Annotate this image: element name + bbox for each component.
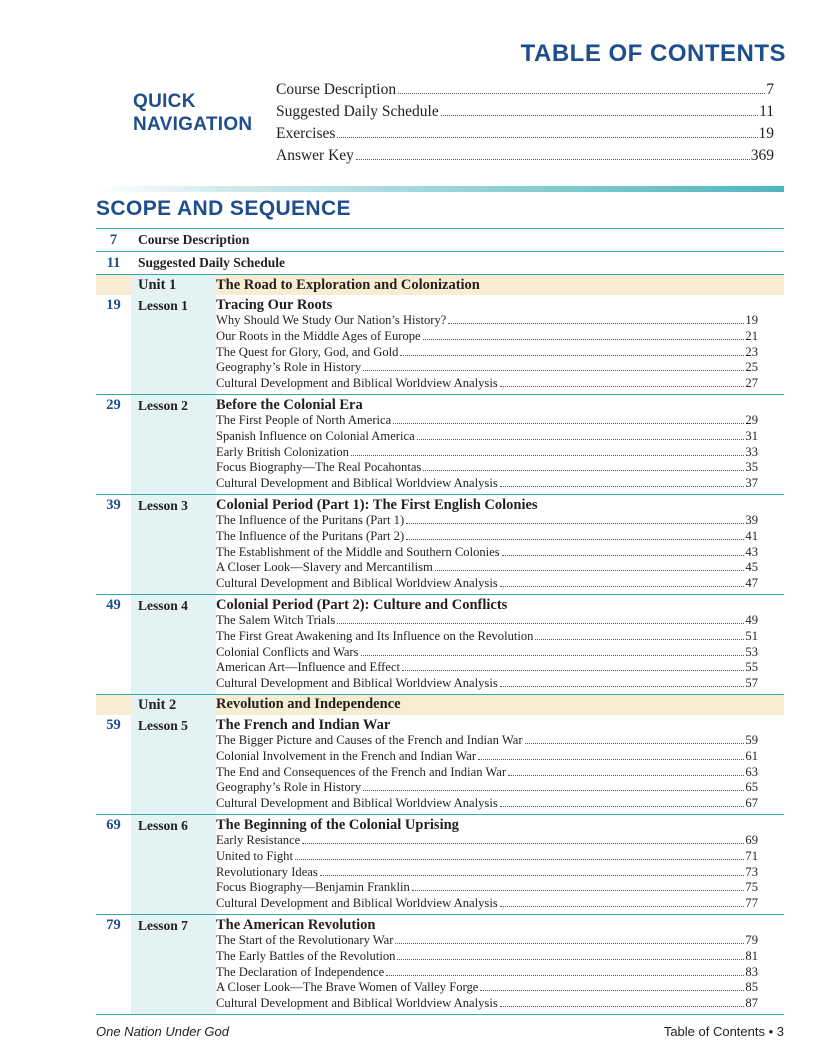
dot-leader (402, 670, 744, 671)
lesson-entry[interactable] (216, 780, 758, 796)
lesson-label: Lesson 2 (131, 395, 216, 494)
quick-nav-link[interactable] (276, 123, 774, 145)
lesson-title: Colonial Period (Part 1): The First English Colonies (216, 496, 538, 513)
dot-leader (398, 93, 765, 94)
entry-label: The End and Consequences of the French and Indian War (216, 764, 507, 779)
entry-page: 19 (745, 313, 758, 327)
lesson-entry[interactable] (216, 445, 758, 461)
quick-navigation-heading-line2: NAVIGATION (133, 114, 253, 135)
entry-label: A Closer Look—Slavery and Mercantilism (216, 560, 433, 575)
lesson-entry[interactable] (216, 996, 758, 1012)
lesson-content (216, 815, 784, 914)
lesson-page-number: 49 (106, 596, 121, 613)
entry-page: 25 (745, 360, 758, 375)
lesson-page-number: 69 (106, 816, 121, 833)
dot-leader (500, 486, 745, 487)
lesson-entry[interactable] (216, 313, 758, 329)
lesson-entry[interactable] (216, 749, 758, 765)
entry-page: 27 (745, 376, 758, 391)
dot-leader (435, 570, 745, 571)
dot-leader (500, 586, 745, 587)
dot-leader (337, 137, 757, 138)
entry-page: 87 (745, 996, 758, 1011)
entry-page: 57 (745, 676, 758, 691)
entry-label: Why Should We Study Our Nation’s History? (216, 313, 447, 327)
scope-and-sequence-title: SCOPE AND SEQUENCE (96, 197, 351, 220)
quick-navigation-heading (133, 90, 252, 136)
lesson-entry[interactable] (216, 849, 758, 865)
lesson-entry[interactable] (216, 733, 758, 749)
dot-leader (386, 975, 744, 976)
page-title: TABLE OF CONTENTS (520, 40, 786, 67)
entry-page: 49 (745, 612, 758, 627)
lesson-entry[interactable] (216, 529, 758, 545)
entry-page: 47 (745, 576, 758, 591)
entry-label: Geography’s Role in History (216, 780, 362, 795)
dot-leader (500, 906, 745, 907)
dot-leader (393, 423, 744, 424)
entry-label: Colonial Conflicts and Wars (216, 644, 359, 659)
quick-nav-page: 7 (766, 81, 774, 98)
dot-leader (423, 470, 744, 471)
quick-nav-label: Suggested Daily Schedule (276, 103, 439, 120)
entry-label: Early Resistance (216, 832, 301, 847)
lesson-entry[interactable] (216, 660, 758, 676)
quick-nav-page: 19 (758, 125, 774, 142)
dot-leader (412, 890, 745, 891)
section-divider (96, 186, 784, 192)
quick-nav-link[interactable] (276, 79, 774, 101)
lesson-entry[interactable] (216, 796, 758, 812)
quick-nav-page: 369 (750, 147, 774, 164)
entry-page: 29 (745, 412, 758, 427)
entry-label: Focus Biography—The Real Pocahontas (216, 460, 422, 475)
entry-page: 67 (745, 796, 758, 811)
entry-label: A Closer Look—The Brave Women of Valley Forge (216, 980, 479, 995)
entry-label: The Declaration of Independence (216, 964, 385, 979)
page-number: 11 (106, 254, 121, 271)
lesson-page-number: 19 (106, 297, 121, 313)
lesson-content (216, 395, 784, 494)
entry-page: 21 (745, 328, 758, 343)
lesson-title: Colonial Period (Part 2): Culture and Conflicts (216, 596, 508, 613)
entry-page: 43 (745, 544, 758, 559)
entry-page: 73 (745, 864, 758, 879)
dot-leader (441, 115, 758, 116)
dot-leader (502, 555, 745, 556)
lesson-entry[interactable] (216, 613, 758, 629)
dot-leader (500, 1006, 745, 1007)
entry-page: 55 (745, 660, 758, 675)
lesson-entry[interactable] (216, 460, 758, 476)
lesson-row (96, 715, 784, 815)
entry-page: 59 (745, 732, 758, 747)
entry-page: 69 (745, 832, 758, 847)
lesson-content (216, 715, 784, 814)
lesson-entry[interactable] (216, 933, 758, 949)
entry-page: 39 (745, 512, 758, 527)
entry-label: The First Great Awakening and Its Influence on the Revolution (216, 628, 534, 643)
entry-page: 81 (745, 948, 758, 963)
lesson-entry[interactable] (216, 965, 758, 981)
entry-label: Revolutionary Ideas (216, 864, 318, 879)
lesson-entry[interactable] (216, 765, 758, 781)
entry-label: Geography’s Role in History (216, 360, 362, 375)
dot-leader (417, 439, 745, 440)
entry-page: 45 (745, 560, 758, 575)
entry-label: Cultural Development and Biblical Worldview Analysis (216, 676, 498, 691)
lesson-entry[interactable] (216, 949, 758, 965)
entry-label: Colonial Involvement in the French and Indian War (216, 748, 477, 763)
lesson-content (216, 495, 784, 594)
entry-label: American Art—Influence and Effect (216, 660, 401, 675)
entry-label: The Establishment of the Middle and Southern Colonies (216, 544, 500, 559)
entry-page: 63 (745, 764, 758, 779)
lesson-page-number: 39 (106, 496, 121, 513)
unit-label: Unit 2 (131, 695, 216, 715)
dot-leader (508, 775, 744, 776)
lesson-title: Before the Colonial Era (216, 396, 363, 413)
lesson-content (216, 295, 784, 394)
footer-book-title: One Nation Under God (96, 1024, 229, 1039)
dot-leader (500, 806, 745, 807)
lesson-entry[interactable] (216, 345, 758, 361)
entry-label: The Influence of the Puritans (Part 2) (216, 528, 405, 543)
lesson-label: Lesson 7 (131, 915, 216, 1014)
entry-page: 85 (745, 980, 758, 995)
lesson-entry[interactable] (216, 645, 758, 661)
dot-leader (395, 943, 744, 944)
lesson-entry[interactable] (216, 360, 758, 376)
lesson-label: Lesson 1 (131, 295, 216, 394)
dot-leader (500, 386, 745, 387)
lesson-label: Lesson 5 (131, 715, 216, 814)
dot-leader (423, 339, 745, 340)
entry-label: The Influence of the Puritans (Part 1) (216, 512, 405, 527)
entry-label: The Start of the Revolutionary War (216, 932, 394, 947)
unit-title: The Road to Exploration and Colonization (216, 276, 480, 293)
entry-page: 79 (745, 932, 758, 947)
lesson-page-number: 59 (106, 716, 121, 733)
lesson-entry[interactable] (216, 476, 758, 492)
entry-label: The Salem Witch Trials (216, 612, 336, 627)
entry-label: Cultural Development and Biblical Worldview Analysis (216, 476, 498, 491)
dot-leader (525, 743, 745, 744)
entry-label: Cultural Development and Biblical Worldview Analysis (216, 996, 498, 1011)
dot-leader (400, 355, 744, 356)
dot-leader (320, 875, 745, 876)
entry-page: 53 (745, 644, 758, 659)
lesson-row (96, 915, 784, 1015)
lesson-row (96, 395, 784, 495)
dot-leader (363, 370, 744, 371)
lesson-row (96, 595, 784, 695)
entry-page: 65 (745, 780, 758, 795)
lesson-entry[interactable] (216, 545, 758, 561)
entry-label: Our Roots in the Middle Ages of Europe (216, 328, 421, 343)
entry-label: Spanish Influence on Colonial America (216, 428, 415, 443)
row-label: Suggested Daily Schedule (138, 255, 286, 270)
lesson-row (96, 295, 784, 395)
entry-label: Cultural Development and Biblical Worldview Analysis (216, 376, 498, 391)
dot-leader (397, 959, 744, 960)
quick-nav-link[interactable] (276, 101, 774, 123)
unit-label: Unit 1 (131, 275, 216, 295)
lesson-label: Lesson 4 (131, 595, 216, 694)
entry-label: Cultural Development and Biblical Worldview Analysis (216, 796, 498, 811)
entry-label: Early British Colonization (216, 444, 349, 459)
lesson-entry[interactable] (216, 560, 758, 576)
entry-label: Cultural Development and Biblical Worldview Analysis (216, 896, 498, 911)
quick-navigation-list (276, 79, 774, 167)
entry-page: 71 (745, 848, 758, 863)
entry-label: Cultural Development and Biblical Worldview Analysis (216, 576, 498, 591)
lesson-entry[interactable] (216, 833, 758, 849)
dot-leader (535, 639, 744, 640)
lesson-row (96, 815, 784, 915)
quick-navigation-heading-line1: QUICK (133, 91, 196, 112)
dot-leader (406, 539, 744, 540)
entry-page: 83 (745, 964, 758, 979)
lesson-entry[interactable] (216, 980, 758, 996)
entry-label: The Early Battles of the Revolution (216, 948, 396, 963)
entry-label: Focus Biography—Benjamin Franklin (216, 880, 410, 895)
entry-page: 37 (745, 476, 758, 491)
lesson-entry[interactable] (216, 629, 758, 645)
entry-page: 61 (745, 748, 758, 763)
entry-label: The Quest for Glory, God, and Gold (216, 344, 399, 359)
lesson-entry[interactable] (216, 376, 758, 392)
footer-page-label: Table of Contents • 3 (663, 1024, 784, 1039)
row-label: Course Description (138, 232, 250, 247)
quick-nav-page: 11 (759, 103, 774, 120)
dot-leader (361, 655, 745, 656)
dot-leader (295, 859, 744, 860)
lesson-entry[interactable] (216, 329, 758, 345)
entry-page: 35 (745, 460, 758, 475)
dot-leader (478, 759, 744, 760)
page-number: 7 (109, 231, 118, 248)
quick-nav-label: Exercises (276, 125, 336, 142)
lesson-label: Lesson 6 (131, 815, 216, 914)
lesson-title: Tracing Our Roots (216, 297, 333, 313)
entry-label: The Bigger Picture and Causes of the French and Indian War (216, 732, 523, 747)
lesson-entry[interactable] (216, 429, 758, 445)
entry-page: 31 (745, 428, 758, 443)
lesson-title: The Beginning of the Colonial Uprising (216, 816, 459, 833)
entry-label: United to Fight (216, 848, 293, 863)
dot-leader (356, 159, 750, 160)
toc-row[interactable] (96, 252, 784, 275)
entry-page: 75 (745, 880, 758, 895)
lesson-entry[interactable] (216, 865, 758, 881)
entry-page: 77 (745, 896, 758, 911)
dot-leader (302, 843, 744, 844)
lesson-page-number: 79 (106, 916, 121, 933)
dot-leader (363, 790, 744, 791)
dot-leader (406, 523, 744, 524)
unit-title: Revolution and Independence (216, 696, 401, 713)
lesson-entry[interactable] (216, 880, 758, 896)
lesson-content (216, 915, 784, 1014)
unit-header-row (96, 275, 784, 295)
entry-page: 41 (745, 528, 758, 543)
entry-label: The First People of North America (216, 412, 392, 427)
entry-page: 51 (745, 628, 758, 643)
lesson-title: The French and Indian War (216, 716, 391, 733)
lesson-page-number: 29 (106, 396, 121, 413)
lesson-title: The American Revolution (216, 916, 376, 933)
quick-nav-label: Answer Key (276, 147, 354, 164)
unit-header-row (96, 695, 784, 715)
lesson-entry[interactable] (216, 576, 758, 592)
toc-row[interactable] (96, 228, 784, 252)
quick-nav-link[interactable] (276, 145, 774, 167)
lesson-row (96, 495, 784, 595)
dot-leader (351, 455, 744, 456)
lesson-entry[interactable] (216, 676, 758, 692)
quick-nav-label: Course Description (276, 81, 397, 98)
entry-page: 33 (745, 444, 758, 459)
dot-leader (337, 623, 744, 624)
scope-and-sequence-table (96, 228, 784, 1015)
lesson-entry[interactable] (216, 896, 758, 912)
entry-page: 23 (745, 344, 758, 359)
dot-leader (500, 686, 745, 687)
lesson-label: Lesson 3 (131, 495, 216, 594)
dot-leader (448, 323, 744, 324)
dot-leader (480, 990, 744, 991)
lesson-content (216, 595, 784, 694)
lesson-entry[interactable] (216, 513, 758, 529)
lesson-entry[interactable] (216, 413, 758, 429)
